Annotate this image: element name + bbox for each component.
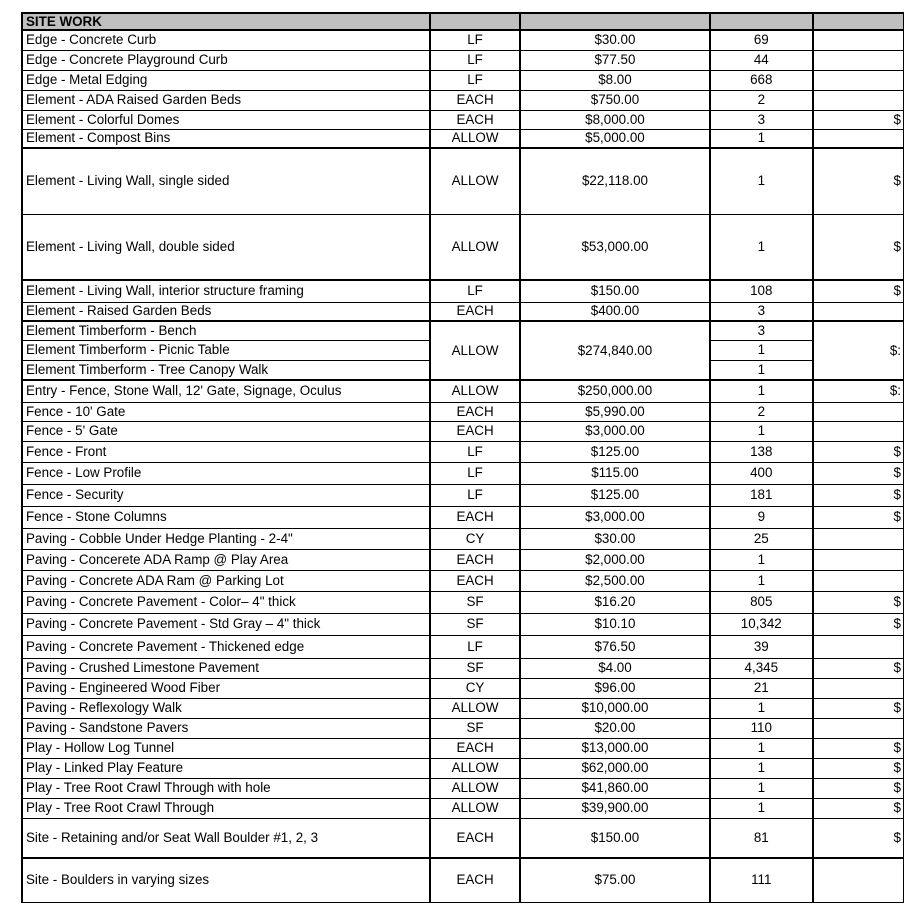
row-total: $ bbox=[813, 778, 904, 798]
row-description: Fence - 5' Gate bbox=[22, 421, 430, 441]
table-row bbox=[22, 484, 904, 506]
row-total bbox=[813, 129, 904, 148]
row-unit-price: $150.00 bbox=[520, 818, 709, 858]
row-description: Paving - Cobble Under Hedge Planting - 2-4" bbox=[22, 528, 430, 549]
table-row bbox=[22, 758, 904, 778]
row-unit-price: $3,000.00 bbox=[520, 506, 709, 528]
row-unit: EACH bbox=[430, 110, 521, 129]
row-description: Element - Living Wall, double sided bbox=[22, 214, 430, 280]
row-quantity: 1 bbox=[710, 570, 813, 591]
row-unit: EACH bbox=[430, 421, 521, 441]
row-description: Fence - Low Profile bbox=[22, 462, 430, 484]
row-description: Element - Raised Garden Beds bbox=[22, 302, 430, 321]
row-description: Play - Hollow Log Tunnel bbox=[22, 738, 430, 758]
row-quantity: 138 bbox=[710, 441, 813, 462]
row-unit: EACH bbox=[430, 549, 521, 570]
row-unit-price: $20.00 bbox=[520, 718, 709, 738]
row-unit: LF bbox=[430, 30, 521, 50]
table-row bbox=[22, 321, 904, 340]
row-unit: ALLOW bbox=[430, 380, 521, 402]
table-row bbox=[22, 462, 904, 484]
row-quantity: 1 bbox=[710, 798, 813, 818]
row-unit: ALLOW bbox=[430, 758, 521, 778]
row-description: Site - Boulders in varying sizes bbox=[22, 858, 430, 902]
row-unit: LF bbox=[430, 70, 521, 90]
row-description: Element - Living Wall, interior structure framing bbox=[22, 280, 430, 302]
row-unit-price: $8,000.00 bbox=[520, 110, 709, 129]
row-quantity: 181 bbox=[710, 484, 813, 506]
row-total: $ bbox=[813, 441, 904, 462]
row-unit-price: $400.00 bbox=[520, 302, 709, 321]
row-unit-price: $125.00 bbox=[520, 484, 709, 506]
row-description: Entry - Fence, Stone Wall, 12' Gate, Signage, Oculus bbox=[22, 380, 430, 402]
row-unit-price: $13,000.00 bbox=[520, 738, 709, 758]
row-quantity: 1 bbox=[710, 148, 813, 214]
row-description: Paving - Reflexology Walk bbox=[22, 698, 430, 718]
row-quantity: 1 bbox=[710, 214, 813, 280]
row-unit-price: $41,860.00 bbox=[520, 778, 709, 798]
row-quantity: 2 bbox=[710, 90, 813, 110]
row-description: Element Timberform - Tree Canopy Walk bbox=[22, 360, 430, 380]
row-unit-price: $76.50 bbox=[520, 635, 709, 658]
row-total: $ bbox=[813, 591, 904, 613]
row-description: Paving - Engineered Wood Fiber bbox=[22, 678, 430, 698]
row-unit: ALLOW bbox=[430, 148, 521, 214]
row-description: Paving - Sandstone Pavers bbox=[22, 718, 430, 738]
row-total bbox=[813, 678, 904, 698]
row-total bbox=[813, 718, 904, 738]
row-unit: LF bbox=[430, 50, 521, 70]
table-row bbox=[22, 818, 904, 858]
header-cell-price bbox=[520, 13, 709, 30]
site-work-cost-table bbox=[21, 12, 904, 903]
row-unit-price: $5,000.00 bbox=[520, 129, 709, 148]
table-row bbox=[22, 549, 904, 570]
row-total bbox=[813, 570, 904, 591]
row-unit: SF bbox=[430, 718, 521, 738]
row-total bbox=[813, 30, 904, 50]
row-unit: SF bbox=[430, 658, 521, 678]
row-unit: EACH bbox=[430, 858, 521, 902]
row-description: Paving - Concrete Pavement - Thickened edge bbox=[22, 635, 430, 658]
row-total bbox=[813, 50, 904, 70]
table-row bbox=[22, 591, 904, 613]
row-unit: LF bbox=[430, 484, 521, 506]
row-total: $ bbox=[813, 758, 904, 778]
section-header-row bbox=[22, 13, 904, 30]
row-unit-price: $30.00 bbox=[520, 30, 709, 50]
row-unit: SF bbox=[430, 591, 521, 613]
row-quantity: 1 bbox=[710, 778, 813, 798]
row-total bbox=[813, 858, 904, 902]
row-unit-price: $8.00 bbox=[520, 70, 709, 90]
row-description: Fence - Front bbox=[22, 441, 430, 462]
row-total bbox=[813, 70, 904, 90]
table-row bbox=[22, 214, 904, 280]
row-description: Element Timberform - Picnic Table bbox=[22, 340, 430, 360]
table-row bbox=[22, 506, 904, 528]
row-unit-price: $5,990.00 bbox=[520, 402, 709, 421]
row-unit-price: $125.00 bbox=[520, 441, 709, 462]
row-unit-price: $250,000.00 bbox=[520, 380, 709, 402]
row-quantity: 108 bbox=[710, 280, 813, 302]
row-unit: EACH bbox=[430, 818, 521, 858]
row-unit: EACH bbox=[430, 302, 521, 321]
row-unit: EACH bbox=[430, 506, 521, 528]
row-unit: ALLOW bbox=[430, 214, 521, 280]
row-unit-price: $75.00 bbox=[520, 858, 709, 902]
table-row bbox=[22, 70, 904, 90]
table-row bbox=[22, 718, 904, 738]
row-description: Edge - Concrete Curb bbox=[22, 30, 430, 50]
row-description: Site - Retaining and/or Seat Wall Boulder #1, 2, 3 bbox=[22, 818, 430, 858]
row-total: $ bbox=[813, 738, 904, 758]
table-row bbox=[22, 129, 904, 148]
row-quantity: 25 bbox=[710, 528, 813, 549]
table-row bbox=[22, 110, 904, 129]
row-total: $ bbox=[813, 818, 904, 858]
row-description: Paving - Concrete ADA Ram @ Parking Lot bbox=[22, 570, 430, 591]
row-description: Element - Living Wall, single sided bbox=[22, 148, 430, 214]
row-quantity: 4,345 bbox=[710, 658, 813, 678]
table-row bbox=[22, 658, 904, 678]
row-quantity: 9 bbox=[710, 506, 813, 528]
row-quantity: 3 bbox=[710, 110, 813, 129]
row-total: $ bbox=[813, 280, 904, 302]
row-total: $: bbox=[813, 321, 904, 380]
row-description: Paving - Crushed Limestone Pavement bbox=[22, 658, 430, 678]
row-total: $ bbox=[813, 110, 904, 129]
table-row bbox=[22, 678, 904, 698]
row-quantity: 1 bbox=[710, 340, 813, 360]
table-row bbox=[22, 148, 904, 214]
row-description: Fence - Stone Columns bbox=[22, 506, 430, 528]
table-row bbox=[22, 778, 904, 798]
row-quantity: 1 bbox=[710, 421, 813, 441]
row-unit: ALLOW bbox=[430, 698, 521, 718]
row-description: Paving - Concrete Pavement - Color– 4" thick bbox=[22, 591, 430, 613]
row-unit: ALLOW bbox=[430, 798, 521, 818]
table-row bbox=[22, 858, 904, 902]
row-total: $ bbox=[813, 698, 904, 718]
row-quantity: 1 bbox=[710, 380, 813, 402]
row-unit: LF bbox=[430, 441, 521, 462]
row-total: $ bbox=[813, 658, 904, 678]
row-quantity: 81 bbox=[710, 818, 813, 858]
row-unit-price: $115.00 bbox=[520, 462, 709, 484]
row-total: $: bbox=[813, 380, 904, 402]
row-unit: ALLOW bbox=[430, 321, 521, 380]
row-description: Edge - Concrete Playground Curb bbox=[22, 50, 430, 70]
row-total bbox=[813, 421, 904, 441]
row-unit-price: $22,118.00 bbox=[520, 148, 709, 214]
row-unit-price: $62,000.00 bbox=[520, 758, 709, 778]
table-row bbox=[22, 698, 904, 718]
table-row bbox=[22, 570, 904, 591]
row-unit-price: $2,500.00 bbox=[520, 570, 709, 591]
row-total bbox=[813, 402, 904, 421]
row-unit: ALLOW bbox=[430, 129, 521, 148]
row-quantity: 3 bbox=[710, 321, 813, 340]
table-row bbox=[22, 635, 904, 658]
row-unit-price: $77.50 bbox=[520, 50, 709, 70]
row-unit: EACH bbox=[430, 738, 521, 758]
row-description: Play - Tree Root Crawl Through with hole bbox=[22, 778, 430, 798]
row-description: Element Timberform - Bench bbox=[22, 321, 430, 340]
row-description: Element - Colorful Domes bbox=[22, 110, 430, 129]
row-quantity: 1 bbox=[710, 360, 813, 380]
row-total bbox=[813, 302, 904, 321]
row-quantity: 668 bbox=[710, 70, 813, 90]
row-unit-price: $10,000.00 bbox=[520, 698, 709, 718]
table-row bbox=[22, 302, 904, 321]
row-unit-price: $39,900.00 bbox=[520, 798, 709, 818]
row-total: $ bbox=[813, 484, 904, 506]
row-unit: LF bbox=[430, 462, 521, 484]
row-unit-price: $150.00 bbox=[520, 280, 709, 302]
row-total: $ bbox=[813, 214, 904, 280]
row-total: $ bbox=[813, 462, 904, 484]
row-total bbox=[813, 635, 904, 658]
row-quantity: 1 bbox=[710, 129, 813, 148]
row-total: $ bbox=[813, 798, 904, 818]
header-cell-unit bbox=[430, 13, 521, 30]
row-unit-price: $3,000.00 bbox=[520, 421, 709, 441]
table-row bbox=[22, 50, 904, 70]
row-unit: CY bbox=[430, 678, 521, 698]
row-total bbox=[813, 90, 904, 110]
row-description: Paving - Concrete Pavement - Std Gray – 4" thick bbox=[22, 613, 430, 635]
row-quantity: 21 bbox=[710, 678, 813, 698]
row-unit-price: $53,000.00 bbox=[520, 214, 709, 280]
row-unit: SF bbox=[430, 613, 521, 635]
row-unit: EACH bbox=[430, 402, 521, 421]
row-description: Element - ADA Raised Garden Beds bbox=[22, 90, 430, 110]
row-total: $ bbox=[813, 613, 904, 635]
table-row bbox=[22, 90, 904, 110]
row-quantity: 1 bbox=[710, 738, 813, 758]
row-description: Paving - Concerete ADA Ramp @ Play Area bbox=[22, 549, 430, 570]
row-description: Play - Linked Play Feature bbox=[22, 758, 430, 778]
row-description: Play - Tree Root Crawl Through bbox=[22, 798, 430, 818]
row-unit-price: $274,840.00 bbox=[520, 321, 709, 380]
row-unit-price: $10.10 bbox=[520, 613, 709, 635]
row-quantity: 111 bbox=[710, 858, 813, 902]
row-quantity: 44 bbox=[710, 50, 813, 70]
row-quantity: 3 bbox=[710, 302, 813, 321]
row-quantity: 1 bbox=[710, 758, 813, 778]
row-unit: EACH bbox=[430, 570, 521, 591]
table-row bbox=[22, 30, 904, 50]
row-quantity: 1 bbox=[710, 549, 813, 570]
row-unit: LF bbox=[430, 280, 521, 302]
row-unit: LF bbox=[430, 635, 521, 658]
row-unit: EACH bbox=[430, 90, 521, 110]
row-quantity: 2 bbox=[710, 402, 813, 421]
row-quantity: 400 bbox=[710, 462, 813, 484]
row-description: Fence - 10' Gate bbox=[22, 402, 430, 421]
row-total bbox=[813, 549, 904, 570]
row-unit-price: $30.00 bbox=[520, 528, 709, 549]
header-cell-total bbox=[813, 13, 904, 30]
section-title: SITE WORK bbox=[22, 13, 430, 30]
row-unit-price: $750.00 bbox=[520, 90, 709, 110]
row-description: Fence - Security bbox=[22, 484, 430, 506]
row-unit: ALLOW bbox=[430, 778, 521, 798]
row-quantity: 805 bbox=[710, 591, 813, 613]
row-description: Edge - Metal Edging bbox=[22, 70, 430, 90]
row-quantity: 10,342 bbox=[710, 613, 813, 635]
table-row bbox=[22, 402, 904, 421]
row-description: Element - Compost Bins bbox=[22, 129, 430, 148]
table-row bbox=[22, 280, 904, 302]
row-unit-price: $4.00 bbox=[520, 658, 709, 678]
row-total: $ bbox=[813, 148, 904, 214]
row-total: $ bbox=[813, 506, 904, 528]
row-unit-price: $96.00 bbox=[520, 678, 709, 698]
table-row bbox=[22, 738, 904, 758]
table-row bbox=[22, 441, 904, 462]
row-quantity: 39 bbox=[710, 635, 813, 658]
row-unit: CY bbox=[430, 528, 521, 549]
row-total bbox=[813, 528, 904, 549]
table-row bbox=[22, 421, 904, 441]
table-row bbox=[22, 613, 904, 635]
table-row bbox=[22, 528, 904, 549]
row-quantity: 1 bbox=[710, 698, 813, 718]
row-unit-price: $2,000.00 bbox=[520, 549, 709, 570]
row-unit-price: $16.20 bbox=[520, 591, 709, 613]
header-cell-qty bbox=[710, 13, 813, 30]
table-row bbox=[22, 380, 904, 402]
table-row bbox=[22, 798, 904, 818]
row-quantity: 69 bbox=[710, 30, 813, 50]
row-quantity: 110 bbox=[710, 718, 813, 738]
